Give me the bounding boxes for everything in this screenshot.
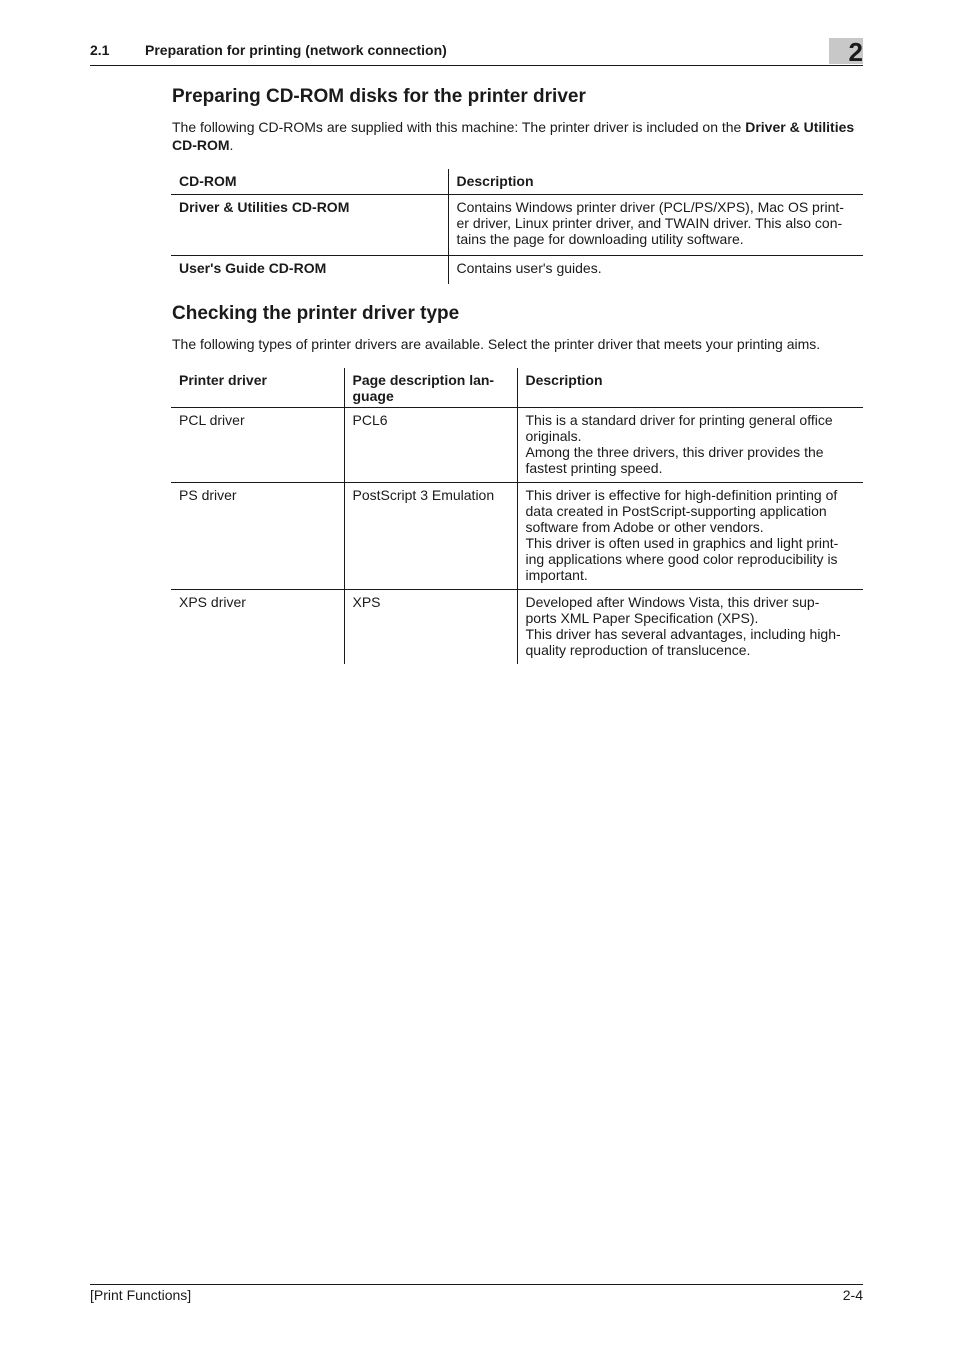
description-line: This driver is often used in graphics and light print- <box>525 535 839 551</box>
description-line: ing applications where good color reproducibility is <box>525 551 838 567</box>
column-header-pdl <box>344 368 517 408</box>
intro-driver-type: The following types of printer drivers are available. Select the printer driver that meets your printing aims. <box>172 336 821 352</box>
cdrom-name: Driver & Utilities CD-ROM <box>179 199 350 215</box>
section-title: Preparation for printing (network connection) <box>145 42 447 58</box>
description-line: data created in PostScript-supporting application <box>525 503 827 519</box>
table-row <box>171 483 863 590</box>
driver-name: PS driver <box>179 487 237 503</box>
driver-pdl: PCL6 <box>344 408 517 483</box>
description-line: ports XML Paper Specification (XPS). <box>525 610 759 626</box>
description-line: Contains user's guides. <box>456 260 602 276</box>
description-line: tains the page for downloading utility software. <box>456 231 744 247</box>
cdrom-description <box>448 195 863 256</box>
description-line: originals. <box>525 428 582 444</box>
table-header-row <box>171 368 863 408</box>
heading-cdrom: Preparing CD-ROM disks for the printer driver <box>172 86 586 107</box>
driver-name: PCL driver <box>179 412 245 428</box>
driver-description <box>517 483 863 590</box>
driver-type-table <box>171 368 863 664</box>
column-header-description: Description <box>448 169 863 195</box>
description-line: fastest printing speed. <box>525 460 663 476</box>
intro-cdrom <box>172 118 864 154</box>
description-line: er driver, Linux printer driver, and TWAIN driver. This also con- <box>456 215 843 231</box>
description-line: important. <box>525 567 588 583</box>
driver-name: XPS driver <box>179 594 246 610</box>
page-header <box>90 38 863 66</box>
description-line: Contains Windows printer driver (PCL/PS/XPS), Mac OS print- <box>456 199 844 215</box>
description-line: software from Adobe or other vendors. <box>525 519 764 535</box>
column-header-cdrom: CD-ROM <box>171 169 448 195</box>
intro-cdrom-suffix: . <box>229 137 234 153</box>
description-line: Developed after Windows Vista, this driver sup- <box>525 594 820 610</box>
header-divider <box>90 65 863 66</box>
table-row <box>171 408 863 483</box>
description-line: This driver has several advantages, including high- <box>525 626 841 642</box>
column-header-description: Description <box>517 368 863 408</box>
chapter-number-badge: 2 <box>829 38 863 64</box>
header-line: Page description lan- <box>352 372 495 388</box>
description-line: This is a standard driver for printing general office <box>525 412 833 428</box>
driver-pdl: PostScript 3 Emulation <box>344 483 517 590</box>
description-line: quality reproduction of translucence. <box>525 642 751 658</box>
description-line: Among the three drivers, this driver provides the <box>525 444 824 460</box>
cdrom-name: User's Guide CD-ROM <box>179 260 327 276</box>
section-number: 2.1 <box>90 42 110 58</box>
intro-cdrom-bold: Driver & Utilities CD-ROM <box>172 119 855 153</box>
table-row <box>171 256 863 285</box>
driver-description <box>517 408 863 483</box>
page-number: 2-4 <box>842 1287 863 1303</box>
heading-driver-type: Checking the printer driver type <box>172 303 460 324</box>
driver-description <box>517 590 863 665</box>
cdrom-description <box>448 256 863 285</box>
table-header-row <box>171 169 863 195</box>
table-row <box>171 590 863 665</box>
header-line: guage <box>352 388 394 404</box>
table-row <box>171 195 863 256</box>
footer-divider <box>90 1284 863 1285</box>
footer-manual-name: [Print Functions] <box>90 1287 192 1303</box>
cdrom-table <box>171 169 863 284</box>
driver-pdl: XPS <box>344 590 517 665</box>
intro-cdrom-prefix: The following CD-ROMs are supplied with this machine: The printer driver is included on the <box>172 119 746 135</box>
column-header-printer-driver: Printer driver <box>171 368 344 408</box>
description-line: This driver is effective for high-definition printing of <box>525 487 838 503</box>
